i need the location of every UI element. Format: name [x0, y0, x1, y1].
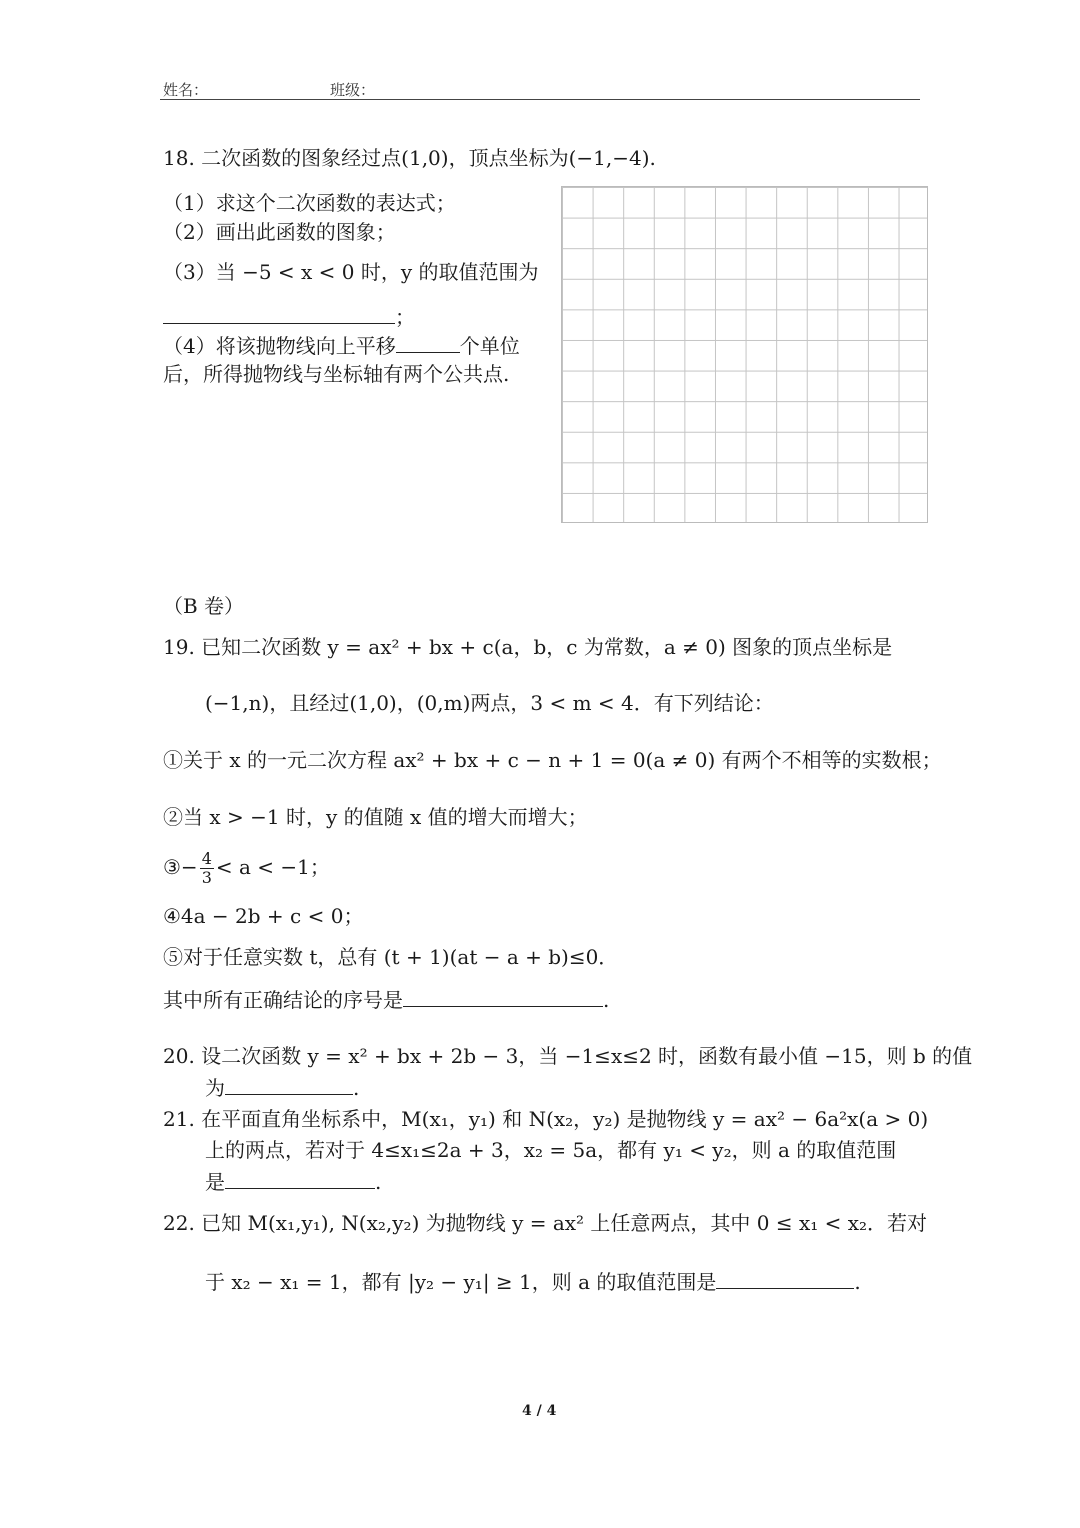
q19-conclusion-4: ④4a − 2b + c < 0； [163, 904, 364, 928]
q20-stem-cont: 为 . [205, 1076, 360, 1100]
header-rule [160, 99, 920, 100]
q18-stem: 18. 二次函数的图象经过点(1,0)，顶点坐标为(−1,−4). [163, 146, 656, 170]
q18-part2: （2）画出此函数的图象； [163, 220, 396, 244]
answer-blank[interactable] [225, 1168, 375, 1189]
q19-stem-cont: (−1,n)，且经过(1,0)，(0,m)两点，3 < m < 4．有下列结论： [205, 691, 774, 715]
answer-blank[interactable] [396, 332, 460, 353]
answer-blank[interactable] [716, 1268, 854, 1289]
fraction: $\frac{4}{3}$ [201, 849, 212, 887]
q19-conclusion-3: ③− $\frac{4}{3}$ < a < −1； [163, 849, 330, 887]
q18-part3-answer: ； [163, 303, 415, 330]
q18-part4: （4）将该抛物线向上平移 个单位 [163, 334, 520, 358]
answer-blank[interactable] [403, 986, 603, 1007]
graph-grid [561, 186, 928, 523]
page-number: 4 / 4 [522, 1403, 557, 1419]
name-label: 姓名： [163, 81, 209, 99]
answer-blank[interactable] [225, 1074, 353, 1095]
q20-stem: 20. 设二次函数 y = x² + bx + 2b − 3，当 −1≤x≤2 时，函数有最小值 −15，则 b 的值 [163, 1044, 973, 1068]
q21-stem: 21. 在平面直角坐标系中，M(x₁，y₁) 和 N(x₂，y₂) 是抛物线 y = ax² − 6a²x(a > 0) [163, 1107, 929, 1131]
q21-stem-end: 是 . [205, 1170, 382, 1194]
q18-part1: （1）求这个二次函数的表达式； [163, 191, 456, 215]
q19-ask: 其中所有正确结论的序号是 . [163, 988, 610, 1012]
q18-part3: （3）当 −5 < x < 0 时，y 的取值范围为 [163, 260, 539, 284]
section-b-title: （B 卷） [163, 594, 245, 618]
q19-conclusion-5: ⑤对于任意实数 t，总有 (t + 1)(at − a + b)≤0． [163, 945, 619, 969]
answer-blank[interactable] [163, 303, 395, 324]
class-label: 班级： [330, 81, 376, 99]
q22-stem: 22. 已知 M(x₁,y₁), N(x₂,y₂) 为抛物线 y = ax² 上任意两点，其中 0 ≤ x₁ < x₂．若对 [163, 1211, 928, 1235]
q19-conclusion-2: ②当 x > −1 时，y 的值随 x 值的增大而增大； [163, 805, 588, 829]
q19-stem: 19. 已知二次函数 y = ax² + bx + c(a，b，c 为常数，a ≠ 0) 图象的顶点坐标是 [163, 635, 893, 659]
q22-stem-cont: 于 x₂ − x₁ = 1，都有 |y₂ − y₁| ≥ 1，则 a 的取值范围是 . [205, 1270, 861, 1294]
q18-part4-cont: 后，所得抛物线与坐标轴有两个公共点. [163, 362, 510, 386]
q19-conclusion-1: ①关于 x 的一元二次方程 ax² + bx + c − n + 1 = 0(a ≠ 0) 有两个不相等的实数根； [163, 748, 942, 772]
q21-stem-cont: 上的两点，若对于 4≤x₁≤2a + 3，x₂ = 5a，都有 y₁ < y₂，则 a 的取值范围 [205, 1138, 897, 1162]
